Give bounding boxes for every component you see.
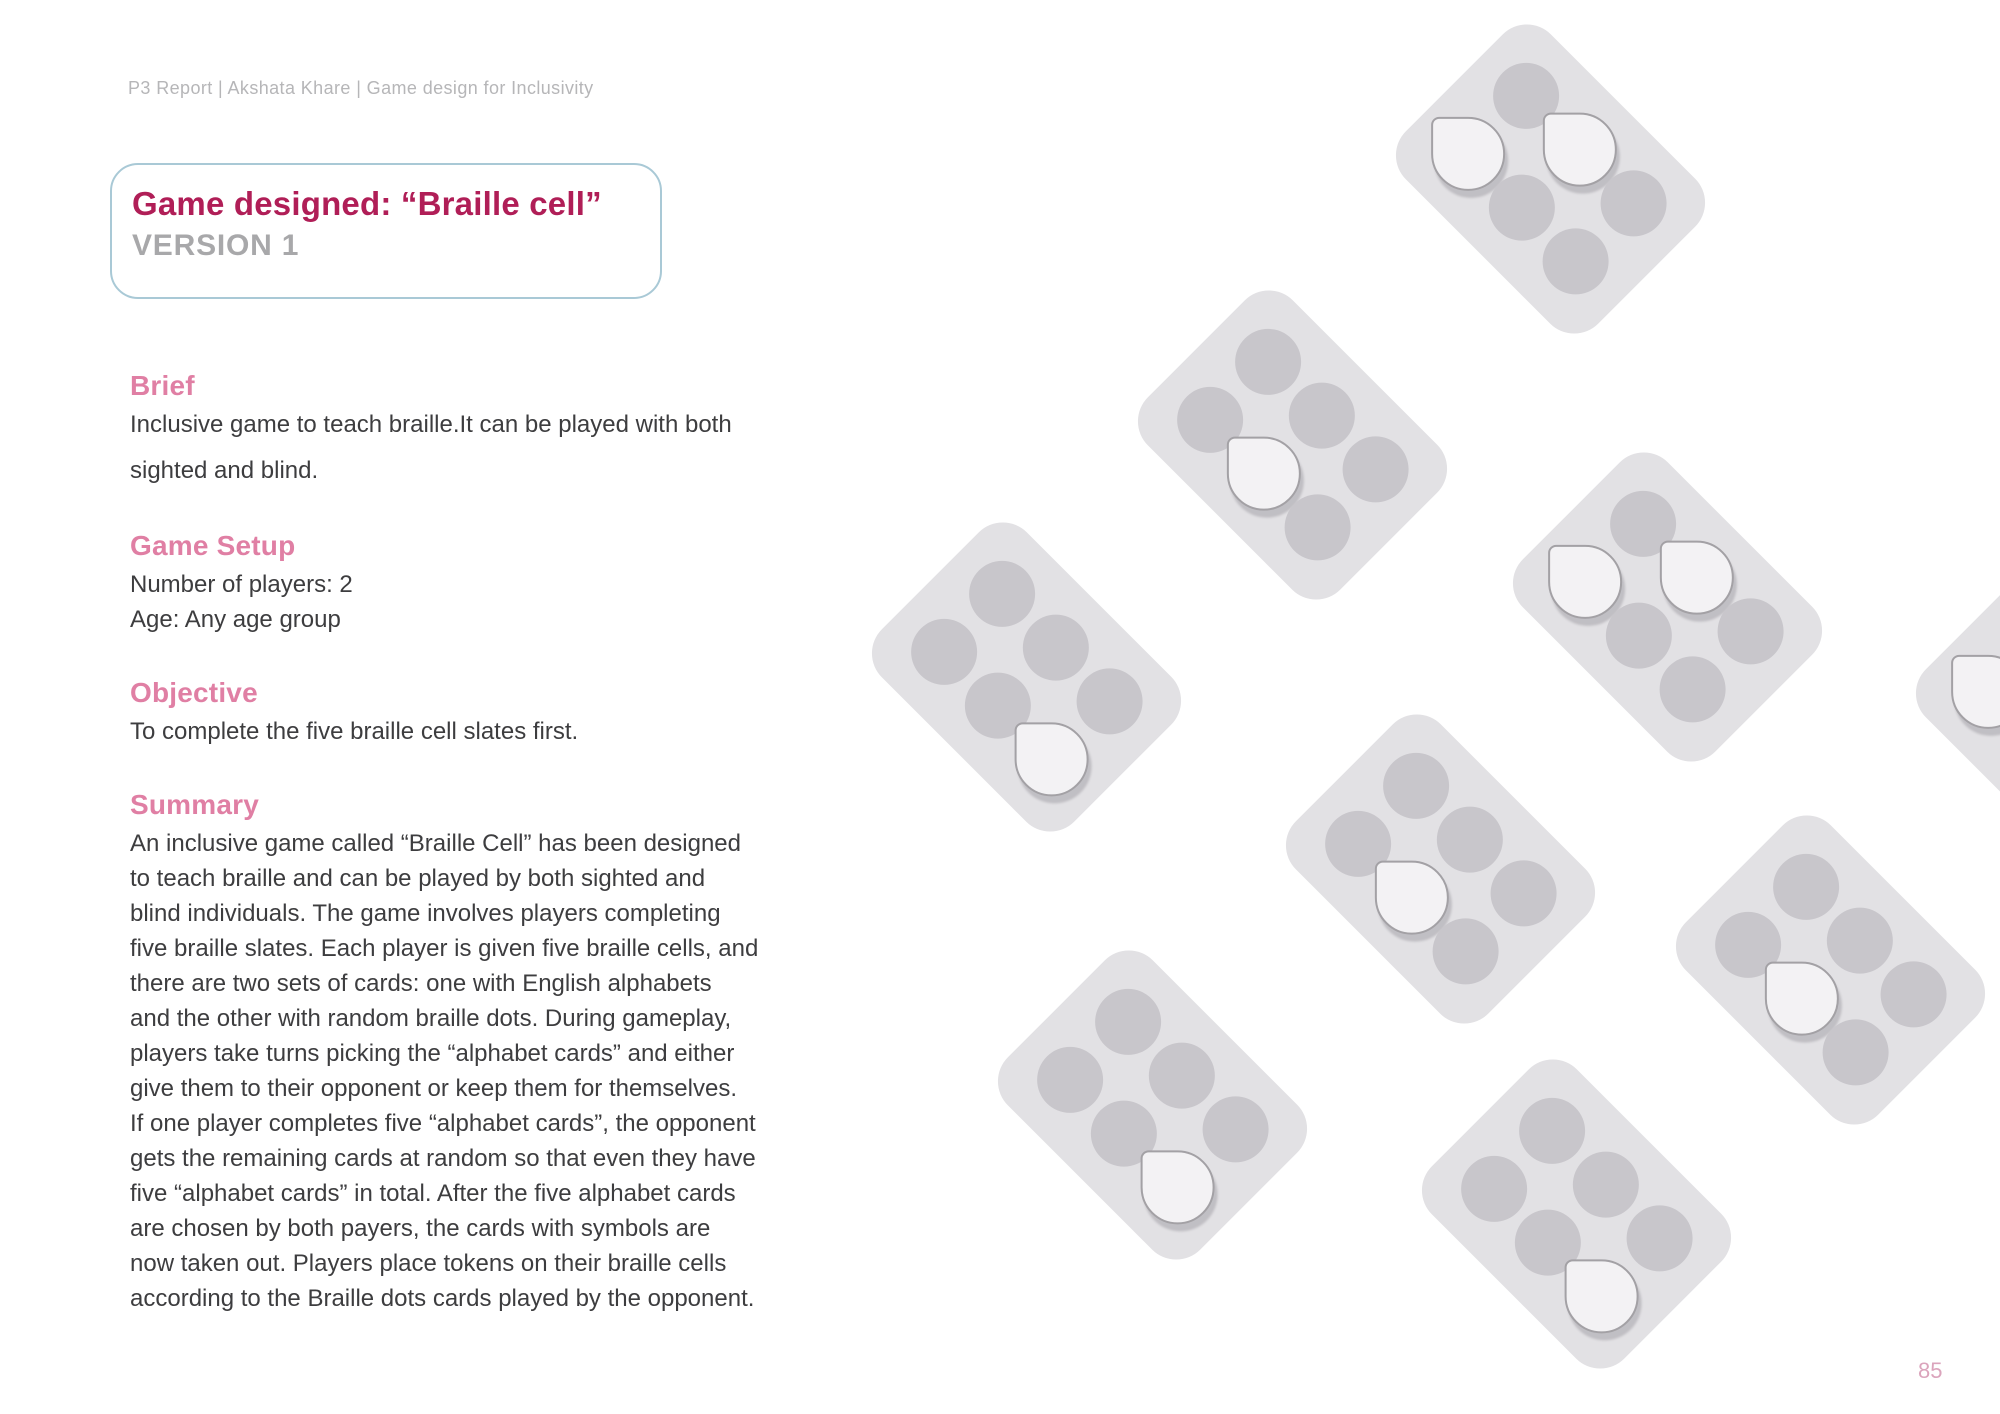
braille-dot [1703,585,1796,678]
braille-dot [1994,699,2000,792]
braille-dot [1081,976,1174,1069]
braille-dot [1866,948,1959,1041]
token-teardrop [1764,962,1838,1036]
text-line: and the other with random braille dots. During gameplay, [130,1005,732,1032]
braille-card [983,936,1320,1273]
braille-dot [1505,1085,1598,1178]
section-heading: Brief [130,370,195,401]
section-heading: Game Setup [130,530,296,561]
section-game-setup [130,530,850,637]
text-line: are chosen by both payers, the cards with symbols are [130,1215,711,1242]
token-teardrop [1547,545,1621,619]
title-box [110,163,662,299]
page-title: Game designed: “Braille cell” [132,185,602,222]
braille-card [1123,276,1460,613]
braille-dot [955,548,1048,641]
token-teardrop [1374,861,1448,935]
section-body [130,567,850,637]
braille-dot [1558,1138,1651,1231]
token-teardrop [1430,117,1504,191]
braille-dot [1062,655,1155,748]
section-heading: Objective [130,677,258,708]
text-line: there are two sets of cards: one with English alphabets [130,970,712,997]
section-body [130,826,850,1316]
braille-dot [1528,215,1621,308]
braille-card [1498,438,1835,775]
text-line: Number of players: 2 [130,571,353,598]
braille-dot [1586,157,1679,250]
braille-dot [1596,478,1689,571]
braille-dot [950,659,1043,752]
braille-dot [1591,589,1684,682]
text-line: now taken out. Players place tokens on their braille cells [130,1250,727,1277]
text-line: Inclusive game to teach braille.It can be played with both [130,411,732,438]
braille-dot [1759,841,1852,934]
braille-dot [1422,793,1515,886]
text-line: sighted and blind. [130,457,319,484]
braille-dot [1479,50,1572,143]
token-teardrop [1014,723,1088,797]
braille-dot [1274,369,1367,462]
section-body [130,714,850,749]
braille-dot [1645,643,1738,736]
token-teardrop [1659,541,1733,615]
braille-dot [1500,1196,1593,1289]
text-line: To complete the five braille cell slates first. [130,718,579,745]
braille-dot [1270,481,1363,574]
token-teardrop [1542,113,1616,187]
braille-dot [1476,847,1569,940]
token-teardrop [1950,655,2000,729]
braille-card [1271,700,1608,1037]
text-line: according to the Braille dots cards played by the opponent. [130,1285,755,1312]
version-label: VERSION 1 [132,229,300,262]
braille-dot [1076,1087,1169,1180]
token-teardrop [1140,1151,1214,1225]
section-heading: Summary [130,789,260,820]
braille-dot [1447,1143,1540,1236]
braille-dot [1701,899,1794,992]
braille-card [1901,548,2000,885]
braille-dot [1369,740,1462,833]
braille-dot [897,606,990,699]
text-line: If one player completes five “alphabet cards”, the opponent [130,1110,756,1137]
braille-card [1407,1045,1744,1382]
text-line: five braille slates. Each player is given five braille cells, and [130,935,759,962]
braille-card [1661,801,1998,1138]
text-line: five “alphabet cards” in total. After the five alphabet cards [130,1180,736,1207]
braille-card [857,508,1194,845]
braille-dot [1008,601,1101,694]
braille-dot [1188,1083,1281,1176]
section-objective [130,677,850,749]
braille-dot [1134,1029,1227,1122]
braille-dot [1612,1192,1705,1285]
text-line: give them to their opponent or keep them for themselves. [130,1075,737,1102]
braille-dot [1163,374,1256,467]
token-teardrop [1226,437,1300,511]
section-summary [130,789,850,1316]
page-header: P3 Report | Akshata Khare | Game design for Inclusivity [128,78,594,98]
text-line: blind individuals. The game involves players completing [130,900,721,927]
braille-dot [1221,316,1314,409]
braille-dot [1474,161,1567,254]
token-teardrop [1564,1260,1638,1334]
braille-dot [1311,798,1404,891]
section-body [130,407,850,488]
text-line: to teach braille and can be played by both sighted and [130,865,706,892]
section-brief [130,370,850,488]
text-line: gets the remaining cards at random so that even they have [130,1145,756,1172]
text-line: players take turns picking the “alphabet cards” and either [130,1040,735,1067]
braille-dot [1023,1034,1116,1127]
braille-dot [1418,905,1511,998]
text-line: An inclusive game called “Braille Cell” has been designed [130,830,742,857]
braille-dot [1812,894,1905,987]
braille-dot [1328,423,1421,516]
text-line: Age: Any age group [130,606,341,633]
braille-dot [1808,1006,1901,1099]
page-number: 85 [1918,1358,1943,1383]
braille-card [1381,10,1718,347]
